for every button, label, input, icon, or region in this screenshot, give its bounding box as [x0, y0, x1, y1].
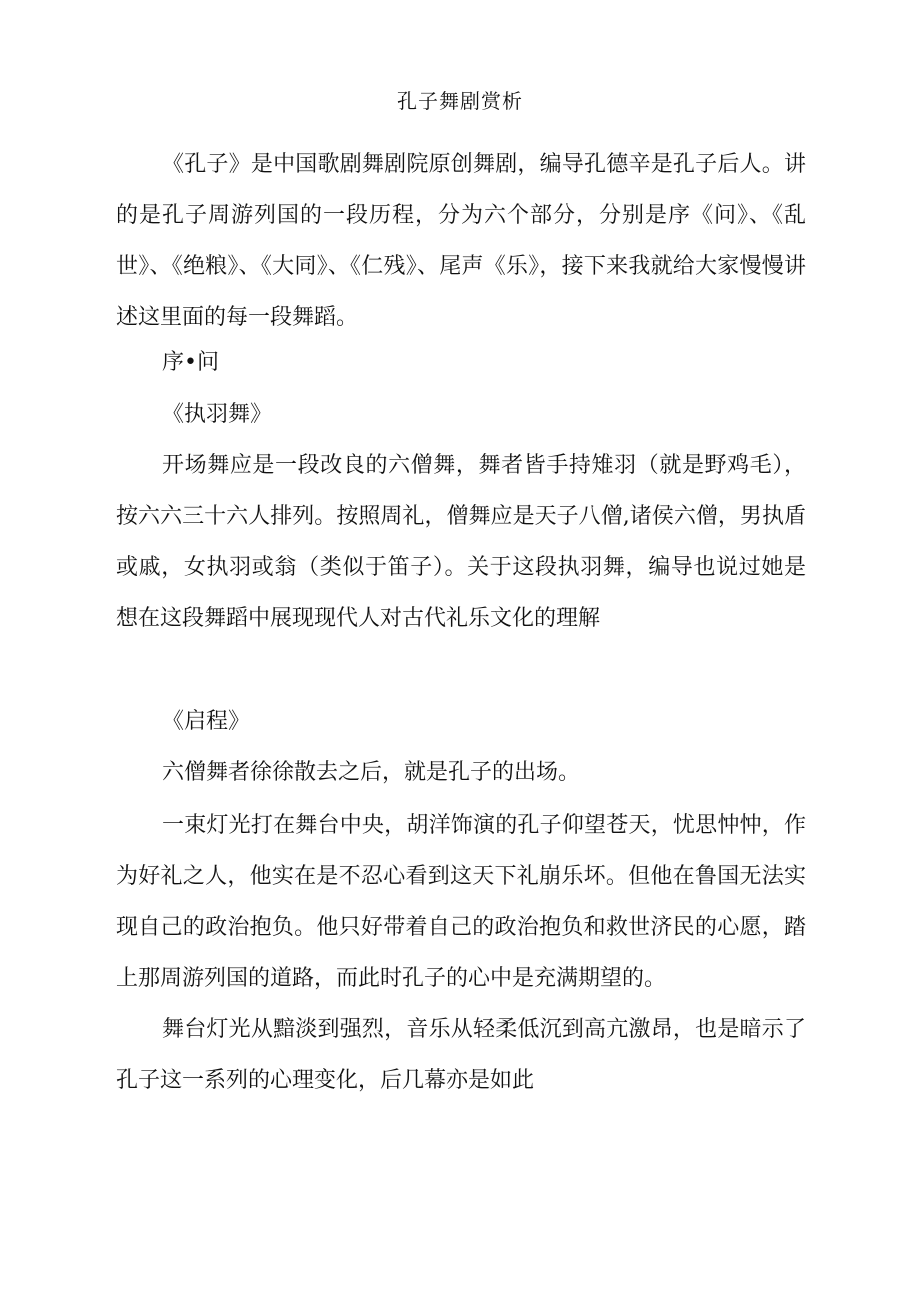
qicheng-paragraph-3: 舞台灯光从黯淡到强烈，音乐从轻柔低沉到高亢激昂，也是暗示了孔子这一系列的心理变化，后几幕亦是如此	[116, 1017, 806, 1093]
zhiyu-dance-paragraph: 开场舞应是一段改良的六僧舞，舞者皆手持雉羽（就是野鸡毛），按六六三十六人排列。按照周礼，僧舞应是天子八僧,诸侯六僧，男执盾或戚，女执羽或翁（类似于笛子）。关于这段执羽舞，编导也说过她是想在这段舞蹈中展现现代人对古代礼乐文化的理解	[116, 453, 806, 631]
section-heading-xu-wen: 序•问	[162, 350, 219, 375]
qicheng-paragraph-2: 一束灯光打在舞台中央，胡洋饰演的孔子仰望苍天，忧思忡忡，作为好礼之人，他实在是不忍心看到这天下礼崩乐坏。但他在鲁国无法实现自己的政治抱负。他只好带着自己的政治抱负和救世济民的心愿，踏上那周游列国的道路，而此时孔子的心中是充满期望的。	[116, 813, 806, 991]
document-title: 孔子舞剧赏析	[397, 89, 523, 113]
subheading-zhiyu-dance: 《执羽舞》	[162, 402, 273, 427]
intro-paragraph: 《孔子》是中国歌剧舞剧院原创舞剧，编导孔德辛是孔子后人。讲的是孔子周游列国的一段历程，分为六个部分，分别是序《问》、《乱世》、《绝粮》、《大同》、《仁残》、尾声《乐》，接下来我就给大家慢慢讲述这里面的每一段舞蹈。	[116, 152, 806, 330]
subheading-qicheng: 《启程》	[162, 709, 251, 734]
qicheng-paragraph-1: 六僧舞者徐徐散去之后，就是孔子的出场。	[162, 760, 581, 785]
